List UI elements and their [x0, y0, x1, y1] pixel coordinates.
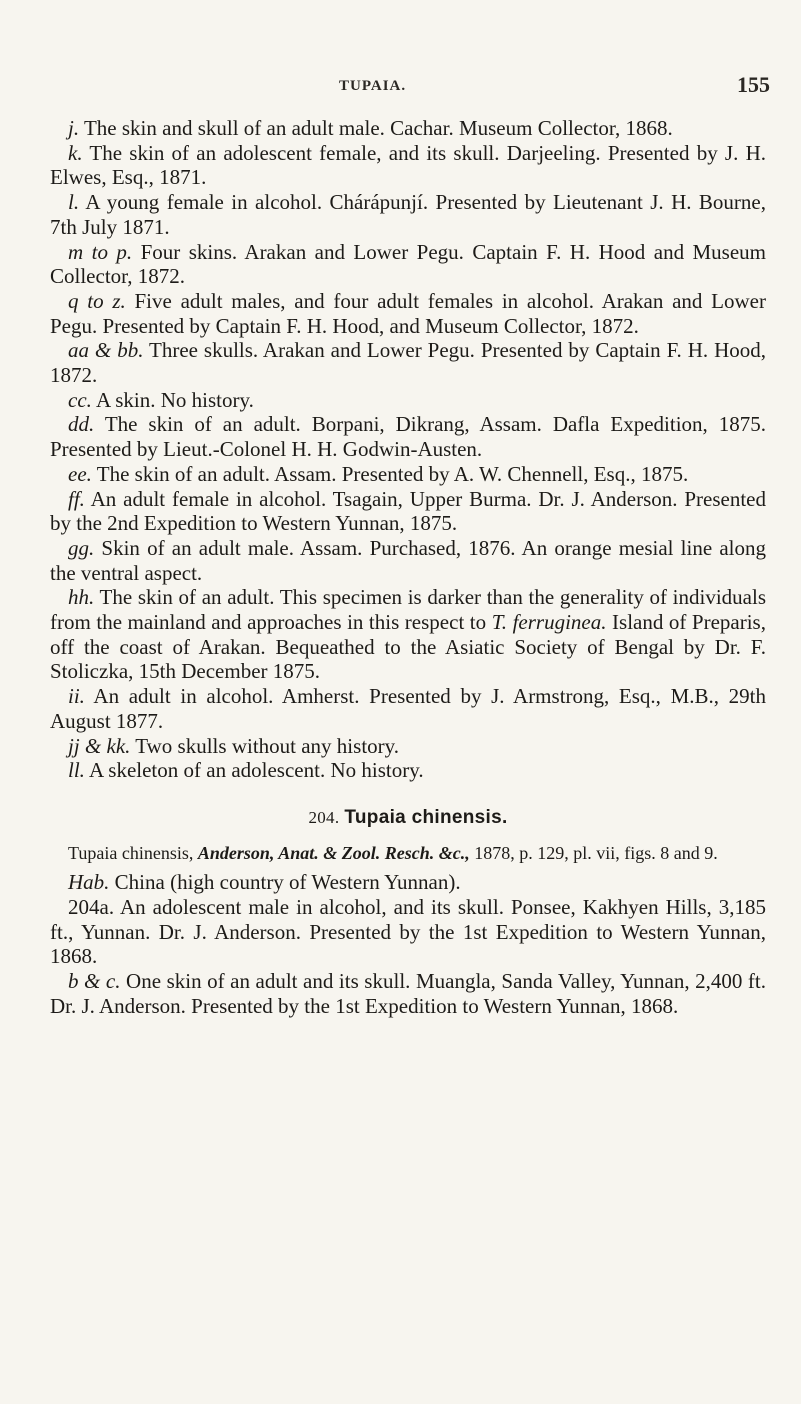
- entry-label: hh.: [68, 585, 95, 610]
- page-body: [50, 116, 766, 1019]
- specimen-entry-k: [50, 141, 766, 190]
- specimen-entry-dd: [50, 412, 766, 461]
- species-heading: [50, 807, 766, 829]
- specimen-entry-q-to-z: [50, 289, 766, 338]
- entry-label: cc.: [68, 387, 92, 412]
- entry-text: The skin and skull of an adult male. Cachar. Museum Collector, 1868.: [79, 116, 673, 140]
- entry-text: A skeleton of an adolescent. No history.: [84, 758, 424, 783]
- entry-label: j.: [68, 116, 80, 140]
- reference-details: 1878, p. 129, pl. vii, figs. 8 and 9.: [469, 842, 718, 863]
- entry-label: jj & kk.: [68, 733, 131, 758]
- entry-label: ii.: [68, 684, 85, 709]
- entry-text: The skin of an adolescent female, and its skull. Darjeeling. Presented by J. H. Elwes, Esq., 1871.: [50, 140, 766, 190]
- specimen-entry-l: [50, 190, 766, 239]
- entry-label: b & c.: [68, 969, 121, 994]
- entry-text: A skin. No history.: [91, 387, 254, 412]
- entry-text: A young female in alcohol. Chárápunjí. Presented by Lieutenant J. H. Bourne, 7th July 1871.: [50, 190, 766, 239]
- running-header: [0, 72, 801, 102]
- habitat-line: [50, 870, 766, 895]
- specimen-entry-j: [50, 116, 766, 141]
- specimen-entry-hh: [50, 585, 766, 684]
- entry-label: gg.: [68, 535, 95, 560]
- specimen-entry-ee: [50, 462, 766, 487]
- specimen-entry-gg: [50, 536, 766, 585]
- entry-text: An adolescent male in alcohol, and its skull. Ponsee, Kakhyen Hills, 3,185 ft., Yunnan. Dr. J. Anderson. Presented by the 1st Expedition to Western Yunnan, 1868.: [50, 894, 766, 969]
- entry-text: The skin of an adult. Assam. Presented by A. W. Chennell, Esq., 1875.: [91, 461, 689, 486]
- species-reference: [50, 843, 766, 864]
- habitat-label: Hab.: [68, 869, 110, 894]
- species-number: 204.: [308, 807, 340, 827]
- entry-text: Four skins. Arakan and Lower Pegu. Captain F. H. Hood and Museum Collector, 1872.: [50, 239, 767, 289]
- reference-author: Anderson,: [197, 842, 275, 863]
- entry-text: The skin of an adult. Borpani, Dikrang, Assam. Dafla Expedition, 1875. Presented by Lieut.-Colonel H. H. Godwin-Austen.: [50, 412, 766, 462]
- entry-label: q to z.: [68, 288, 126, 313]
- entry-text: Three skulls. Arakan and Lower Pegu. Presented by Captain F. H. Hood, 1872.: [50, 338, 766, 388]
- specimen-entry-jj-kk: [50, 734, 766, 759]
- entry-text: The skin of an adult. This specimen is darker than the generality of individuals from the mainland and approaches in this respect to: [50, 585, 766, 635]
- habitat-text: China (high country of Western Yunnan).: [109, 869, 461, 894]
- entry-label: ll.: [68, 758, 85, 783]
- running-title: TUPAIA.: [339, 78, 407, 94]
- entry-text: Skin of an adult male. Assam. Purchased, 1876. An orange mesial line along the ventral aspect.: [50, 535, 766, 585]
- entry-text: An adult in alcohol. Amherst. Presented by J. Armstrong, Esq., M.B., 29th August 1877.: [50, 684, 766, 733]
- reference-taxon: Tupaia chinensis,: [68, 842, 198, 863]
- entry-label: dd.: [68, 412, 95, 437]
- entry-label: 204a.: [68, 894, 115, 919]
- page-number: 155: [737, 72, 770, 97]
- specimen-entry-b-c: [50, 969, 766, 1018]
- entry-label: aa & bb.: [68, 338, 144, 363]
- specimen-entry-204a: [50, 895, 766, 969]
- species-name: Tupaia chinensis.: [344, 806, 508, 828]
- entry-text: Island of Preparis, off the coast of Arakan. Bequeathed to the Asiatic Society of Bengal by Dr. F. Stoliczka, 15th December 1875.: [50, 610, 766, 684]
- entry-label: k.: [68, 140, 83, 165]
- specimen-entry-ll: [50, 758, 766, 783]
- species-reference-italic: T. ferruginea.: [491, 610, 607, 635]
- entry-label: ee.: [68, 461, 92, 486]
- reference-work: Anat. & Zool. Resch. &c.,: [274, 842, 470, 863]
- entry-text: An adult female in alcohol. Tsagain, Upper Burma. Dr. J. Anderson. Presented by the 2nd Expedition to Western Yunnan, 1875.: [50, 486, 766, 536]
- entry-label: ff.: [68, 486, 85, 511]
- entry-text: One skin of an adult and its skull. Muangla, Sanda Valley, Yunnan, 2,400 ft. Dr. J. Anderson. Presented by the 1st Expedition to Western Yunnan, 1868.: [50, 969, 766, 1018]
- entry-text: Two skulls without any history.: [130, 733, 400, 758]
- specimen-entry-m-to-p: [50, 240, 766, 289]
- entry-text: Five adult males, and four adult females in alcohol. Arakan and Lower Pegu. Presented by Captain F. H. Hood, and Museum Collector, 1872.: [50, 288, 766, 338]
- specimen-entry-cc: [50, 388, 766, 413]
- specimen-entry-aa-bb: [50, 338, 766, 387]
- entry-label: l.: [68, 190, 80, 215]
- specimen-entry-ff: [50, 487, 766, 536]
- specimen-entry-ii: [50, 684, 766, 733]
- entry-label: m to p.: [68, 239, 133, 264]
